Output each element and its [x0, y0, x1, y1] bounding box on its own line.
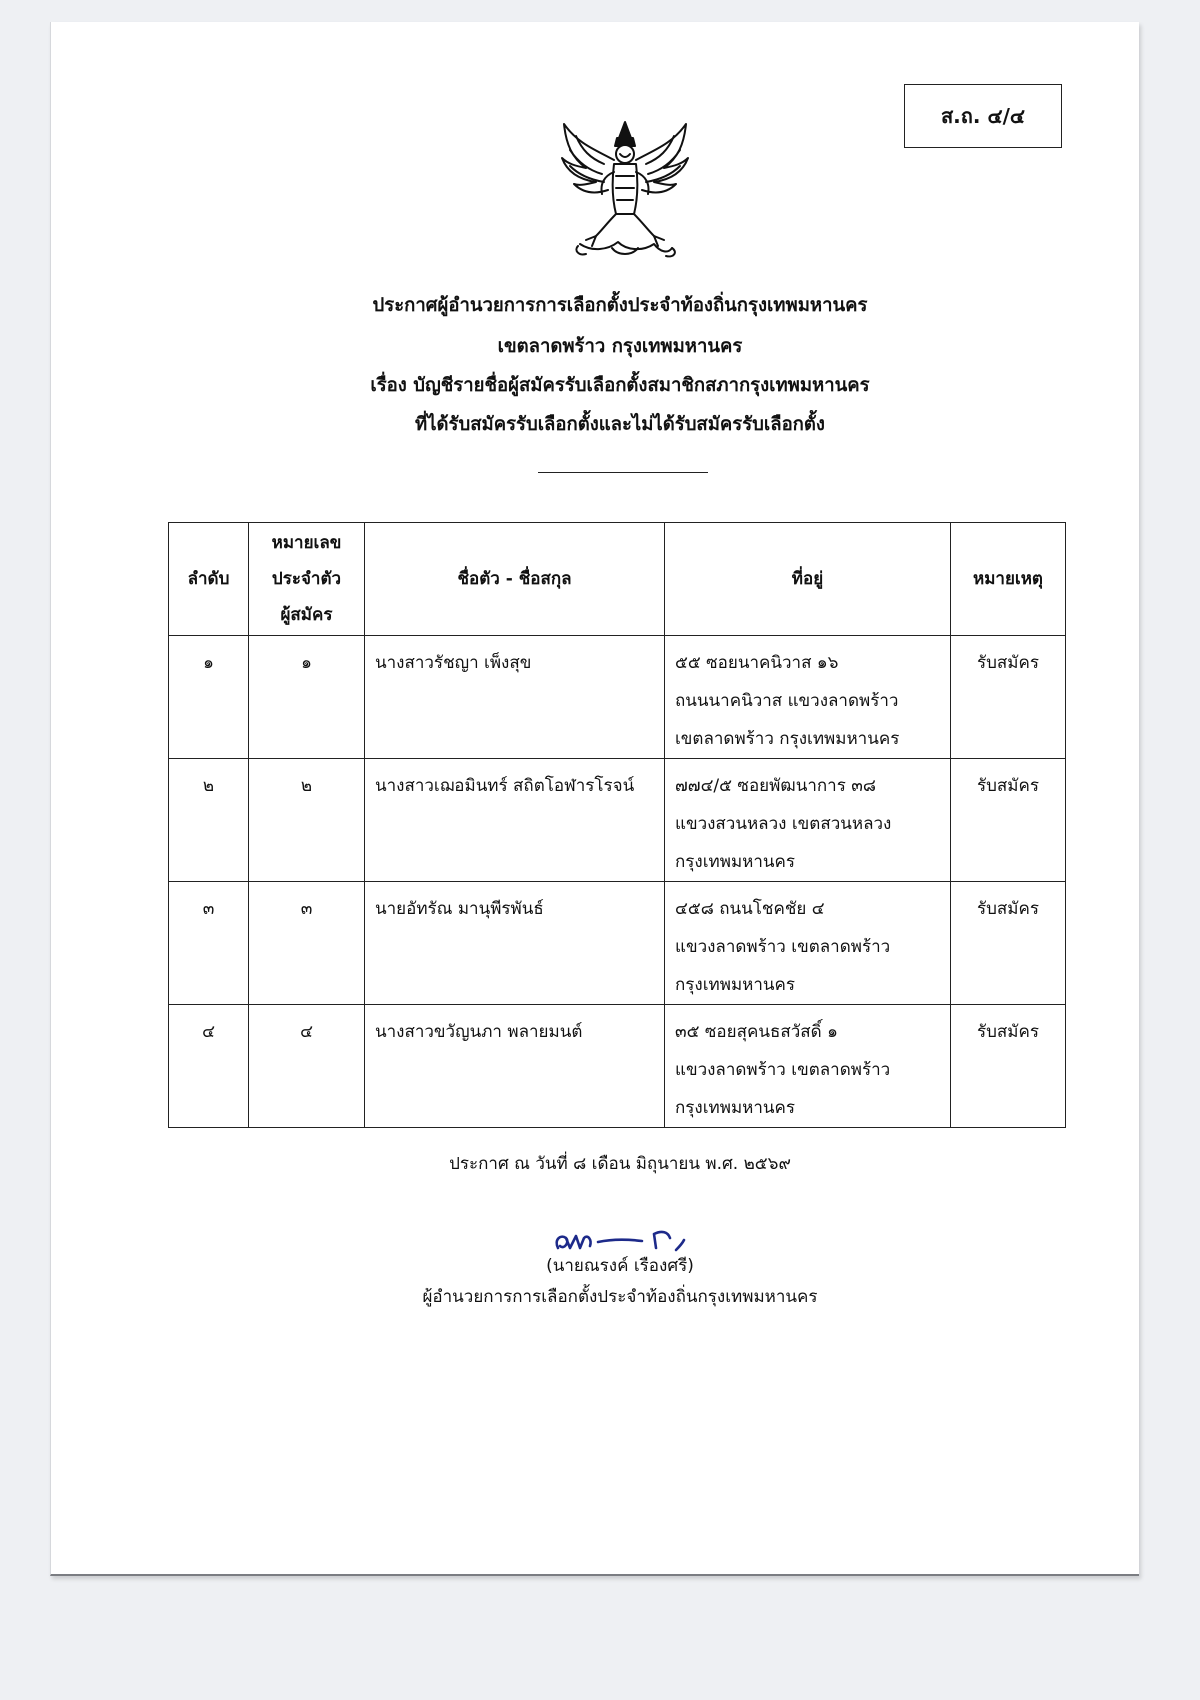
title-line-4: ที่ได้รับสมัครรับเลือกตั้งและไม่ได้รับสมัครรับเลือกตั้ง: [415, 414, 825, 435]
garuda-emblem-icon: [556, 114, 694, 260]
cell-address: [665, 882, 951, 1005]
cell-candidate-number: ๔: [249, 1005, 365, 1128]
cell-candidate-number: ๓: [249, 882, 365, 1005]
cell-name: นางสาวเฌอมินทร์ สถิตโอฬารโรจน์: [365, 759, 665, 882]
cell-remark: รับสมัคร: [951, 759, 1066, 882]
header-order: ลำดับ: [169, 523, 249, 636]
signer-name: (นายณรงค์ เรืองศรี): [546, 1256, 694, 1276]
handwritten-signature: [550, 1218, 695, 1256]
address-line: ๔๕๘ ถนนโชคชัย ๔: [675, 899, 825, 919]
address-line: แขวงสวนหลวง เขตสวนหลวง: [675, 814, 892, 834]
cell-address: [665, 636, 951, 759]
signer-title: ผู้อำนวยการการเลือกตั้งประจำท้องถิ่นกรุงเทพมหานคร: [422, 1287, 818, 1307]
cell-address: [665, 759, 951, 882]
header-candidate-number: [249, 523, 365, 636]
cell-name: นายอัทรัณ มานุพีรพันธ์: [365, 882, 665, 1005]
header-name: ชื่อตัว - ชื่อสกุล: [365, 523, 665, 636]
address-line: ๕๕ ซอยนาคนิวาส ๑๖: [675, 653, 839, 673]
form-code: ส.ถ. ๔/๔: [940, 104, 1026, 128]
title-divider: [538, 472, 708, 473]
address-line: แขวงลาดพร้าว เขตลาดพร้าว: [675, 1060, 891, 1080]
header-remark: หมายเหตุ: [951, 523, 1066, 636]
title-line-3: เรื่อง บัญชีรายชื่อผู้สมัครรับเลือกตั้งสมาชิกสภากรุงเทพมหานคร: [370, 375, 870, 396]
table-header-row: [169, 523, 1066, 636]
cell-address: [665, 1005, 951, 1128]
cell-order: ๑: [169, 636, 249, 759]
address-line: ถนนนาคนิวาส แขวงลาดพร้าว: [675, 691, 899, 711]
address-line: กรุงเทพมหานคร: [675, 852, 796, 872]
table-row: [169, 759, 1066, 882]
header-number-line-1: หมายเลข: [271, 533, 342, 553]
address-line: เขตลาดพร้าว กรุงเทพมหานคร: [675, 729, 900, 749]
title-line-1: ประกาศผู้อำนวยการการเลือกตั้งประจำท้องถิ่นกรุงเทพมหานคร: [372, 295, 868, 316]
table-row: [169, 1005, 1066, 1128]
cell-name: นางสาวขวัญนภา พลายมนต์: [365, 1005, 665, 1128]
cell-order: ๓: [169, 882, 249, 1005]
table-row: [169, 636, 1066, 759]
cell-order: ๔: [169, 1005, 249, 1128]
title-line-2: เขตลาดพร้าว กรุงเทพมหานคร: [497, 336, 743, 357]
address-line: กรุงเทพมหานคร: [675, 975, 796, 995]
header-number-line-3: ผู้สมัคร: [280, 605, 333, 625]
cell-remark: รับสมัคร: [951, 1005, 1066, 1128]
address-line: ๗๗๔/๕ ซอยพัฒนาการ ๓๘: [675, 776, 876, 796]
header-address: ที่อยู่: [665, 523, 951, 636]
cell-candidate-number: ๒: [249, 759, 365, 882]
form-code-box: [904, 84, 1062, 148]
cell-remark: รับสมัคร: [951, 882, 1066, 1005]
cell-candidate-number: ๑: [249, 636, 365, 759]
candidate-table: [168, 522, 1066, 1128]
address-line: กรุงเทพมหานคร: [675, 1098, 796, 1118]
cell-remark: รับสมัคร: [951, 636, 1066, 759]
address-line: แขวงลาดพร้าว เขตลาดพร้าว: [675, 937, 891, 957]
cell-name: นางสาวรัชญา เพ็งสุข: [365, 636, 665, 759]
cell-order: ๒: [169, 759, 249, 882]
header-number-line-2: ประจำตัว: [271, 569, 342, 589]
announcement-date: ประกาศ ณ วันที่ ๘ เดือน มิถุนายน พ.ศ. ๒๕๖๙: [449, 1154, 791, 1174]
table-row: [169, 882, 1066, 1005]
address-line: ๓๕ ซอยสุคนธสวัสดิ์ ๑: [675, 1022, 838, 1042]
